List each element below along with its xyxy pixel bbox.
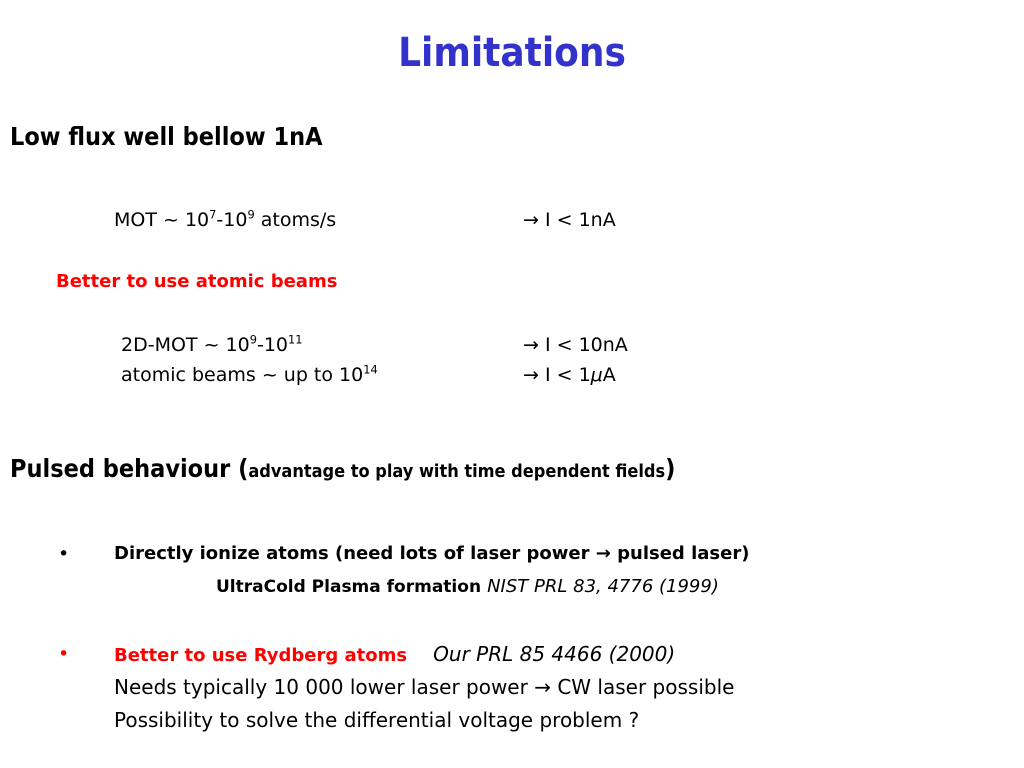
pulsed-heading-main: Pulsed behaviour ( — [10, 454, 249, 483]
beams-result-suffix: A — [602, 364, 616, 386]
mot-result-text: I < 1nA — [544, 209, 616, 231]
bullet-2-line2 — [114, 674, 734, 700]
beams-prefix: atomic beams ~ up to 10 — [121, 364, 364, 386]
bullet-1-subline — [216, 573, 719, 600]
bullet-icon: • — [58, 543, 70, 565]
bullet-2-line2-after: CW laser possible — [550, 675, 735, 699]
bullet-1-sub-bold: UltraCold Plasma formation — [216, 577, 482, 597]
beams-result — [523, 362, 616, 388]
mot-mid: -10 — [216, 209, 248, 231]
bullet-icon: • — [58, 643, 70, 665]
bullet-1-sub-ref: NIST PRL 83, 4776 (1999) — [487, 576, 719, 597]
better-atomic-beams: Better to use atomic beams — [56, 271, 338, 292]
mot-prefix: MOT ~ 10 — [114, 209, 210, 231]
pulsed-heading-sub: advantage to play with time dependent fields — [248, 461, 666, 482]
mot2d-exp2: 11 — [288, 332, 303, 347]
mot-suffix: atoms/s — [254, 209, 337, 231]
bullet-2-ref: Our PRL 85 4466 (2000) — [433, 642, 676, 666]
right-arrow-icon: → — [523, 209, 539, 231]
mot2d-line — [121, 332, 303, 358]
bullet-2-red: Better to use Rydberg atoms — [114, 645, 408, 666]
section-heading-pulsed — [10, 453, 675, 488]
beams-result-mu: μ — [590, 364, 603, 386]
beams-line — [121, 362, 378, 388]
mot2d-exp1: 9 — [249, 332, 257, 347]
slide-title: Limitations — [398, 30, 626, 76]
mot2d-result-text: I < 10nA — [544, 334, 628, 356]
section-heading-low-flux: Low flux well bellow 1nA — [10, 122, 323, 151]
right-arrow-icon: → — [523, 364, 539, 386]
bullet-2-line2-before: Needs typically 10 000 lower laser power — [114, 675, 535, 699]
mot2d-prefix: 2D-MOT ~ 10 — [121, 334, 250, 356]
mot-exp2: 9 — [247, 207, 255, 222]
bullet-2-line1 — [114, 641, 675, 669]
right-arrow-icon: → — [523, 334, 539, 356]
pulsed-heading-close: ) — [665, 454, 676, 483]
mot-exp1: 7 — [209, 207, 217, 222]
right-arrow-icon: → — [595, 543, 611, 564]
beams-result-prefix: I < 1 — [544, 364, 591, 386]
bullet-2-line3: Possibility to solve the differential voltage problem ? — [114, 708, 640, 732]
bullet-1-after: pulsed laser) — [610, 543, 750, 564]
mot-line — [114, 207, 336, 233]
bullet-1-text — [114, 541, 749, 567]
mot2d-result — [523, 332, 628, 358]
bullet-1-before: Directly ionize atoms (need lots of laser power — [114, 543, 596, 564]
mot2d-mid: -10 — [256, 334, 289, 356]
right-arrow-icon: → — [534, 675, 551, 699]
mot-result — [523, 207, 616, 233]
beams-exp: 14 — [363, 362, 378, 377]
